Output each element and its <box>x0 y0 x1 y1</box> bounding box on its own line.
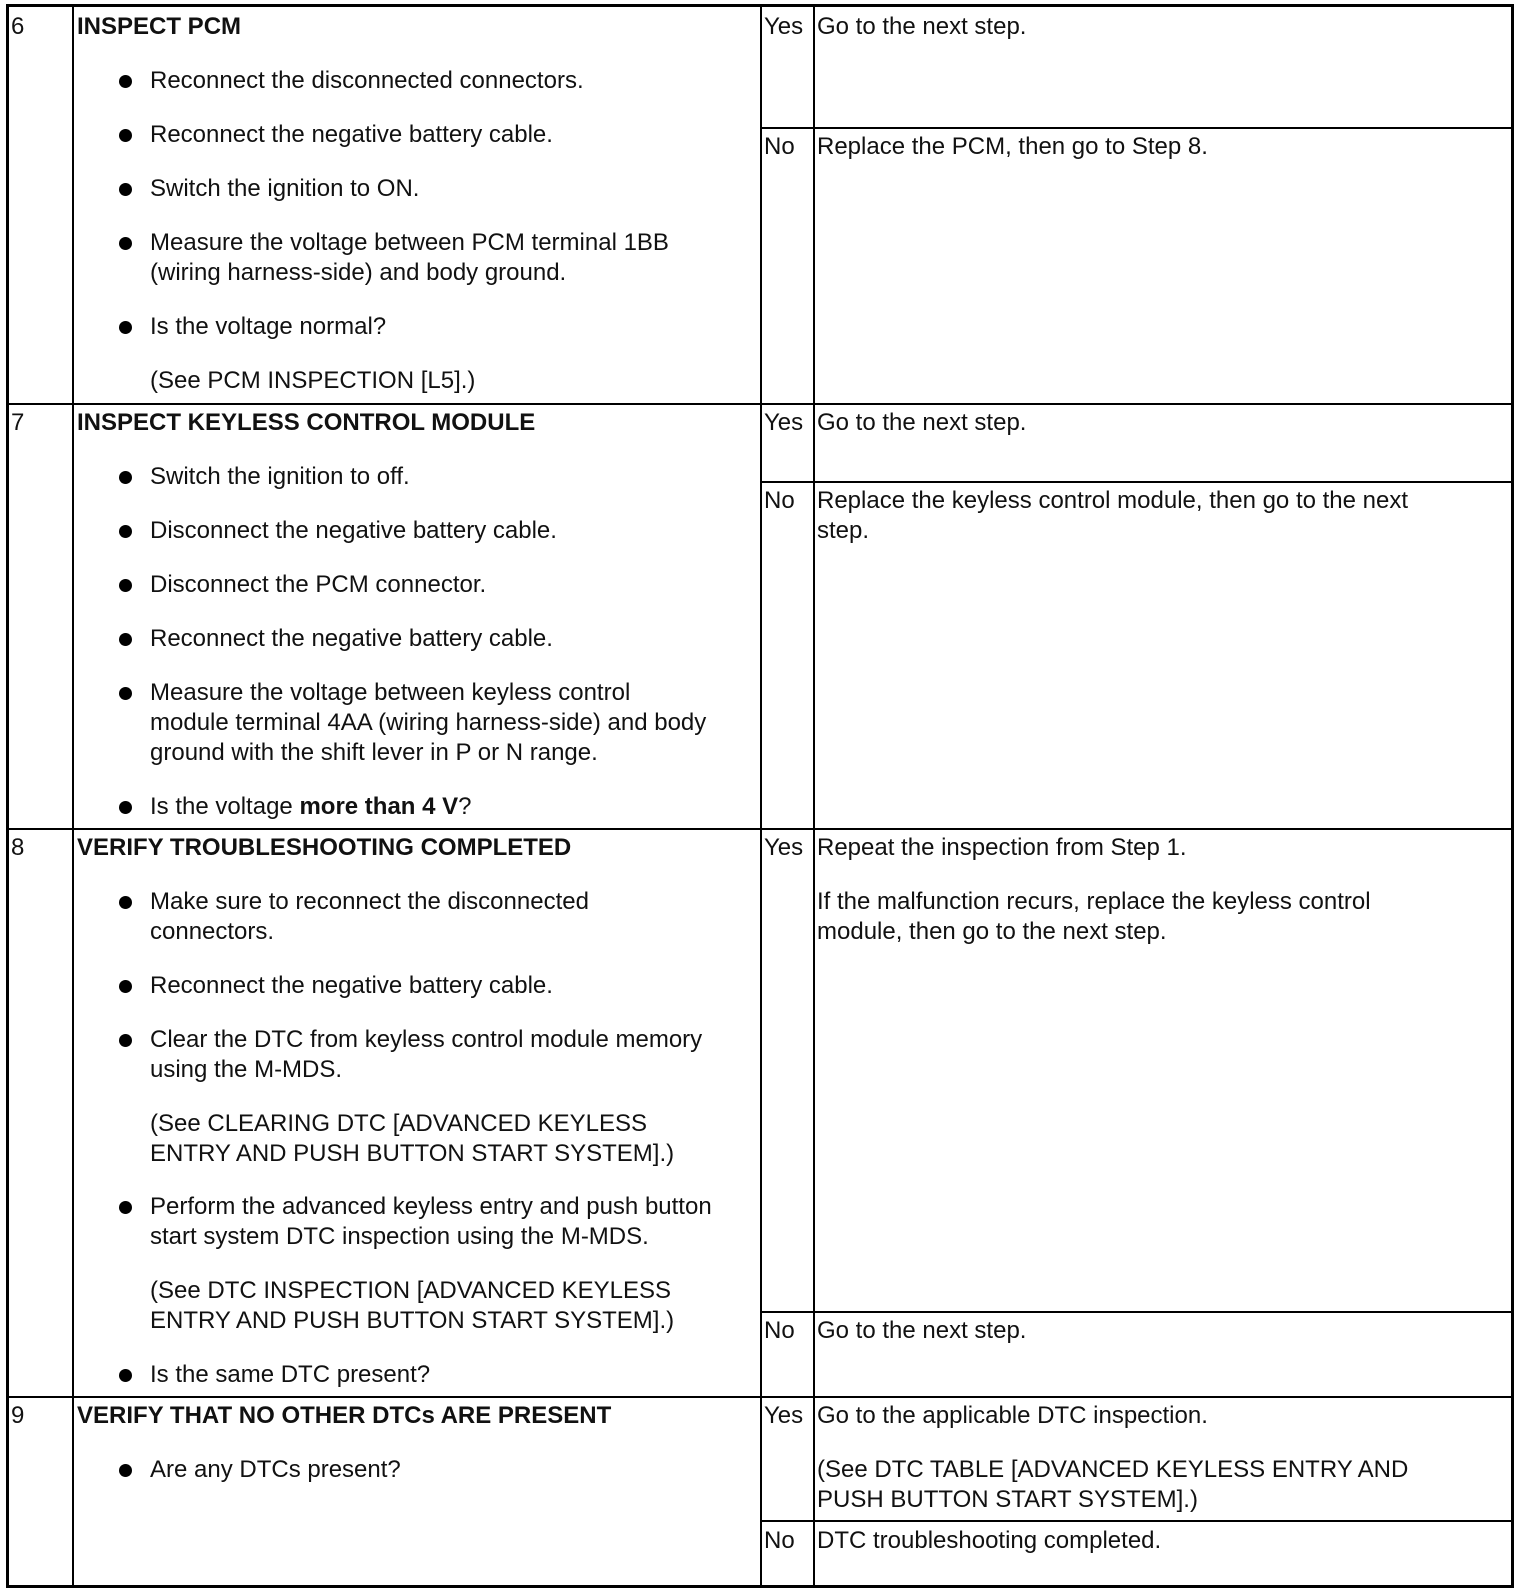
yes-label: Yes <box>764 409 804 436</box>
column-divider <box>760 7 762 1585</box>
bullet-icon <box>119 980 132 993</box>
yes-action: Go to the applicable DTC inspection. <box>817 1402 1208 1429</box>
step-instruction: Reconnect the negative battery cable. <box>150 121 553 148</box>
column-divider <box>813 7 815 1585</box>
step-instruction: using the M-MDS. <box>150 1056 343 1083</box>
yes-label: Yes <box>764 834 804 861</box>
reference-note: ENTRY AND PUSH BUTTON START SYSTEM].) <box>150 1307 675 1334</box>
yes-no-divider <box>760 127 1511 129</box>
row-divider <box>9 828 1511 830</box>
bullet-icon <box>119 896 132 909</box>
bullet-icon <box>119 183 132 196</box>
column-divider <box>72 7 74 1585</box>
bullet-icon <box>119 1201 132 1214</box>
step-number: 9 <box>11 1402 25 1429</box>
bullet-icon <box>119 75 132 88</box>
reference-note: (See DTC INSPECTION [ADVANCED KEYLESS <box>150 1277 672 1304</box>
yes-label: Yes <box>764 13 804 40</box>
no-label: No <box>764 133 795 160</box>
bullet-icon <box>119 1369 132 1382</box>
question-text: Is the voltage <box>150 793 300 820</box>
bullet-icon <box>119 471 132 484</box>
step-question: Are any DTCs present? <box>150 1456 401 1483</box>
step-instruction: Disconnect the negative battery cable. <box>150 517 557 544</box>
bullet-icon <box>119 579 132 592</box>
reference-note: (See PCM INSPECTION [L5].) <box>150 367 476 394</box>
step-question: Is the voltage normal? <box>150 313 387 340</box>
step-instruction: Switch the ignition to ON. <box>150 175 420 202</box>
bullet-icon <box>119 801 132 814</box>
yes-label: Yes <box>764 1402 804 1429</box>
row-divider <box>9 1396 1511 1398</box>
bullet-icon <box>119 525 132 538</box>
step-instruction: Measure the voltage between PCM terminal 1BB <box>150 229 669 256</box>
yes-action-detail: (See DTC TABLE [ADVANCED KEYLESS ENTRY AND <box>817 1456 1409 1483</box>
step-number: 6 <box>11 13 25 40</box>
yes-no-divider <box>760 1311 1511 1313</box>
no-action: DTC troubleshooting completed. <box>817 1527 1162 1554</box>
step-instruction: Make sure to reconnect the disconnected <box>150 888 589 915</box>
yes-action: Go to the next step. <box>817 409 1027 436</box>
step-title: INSPECT KEYLESS CONTROL MODULE <box>77 409 536 436</box>
step-question: Is the same DTC present? <box>150 1361 431 1388</box>
step-instruction: Reconnect the disconnected connectors. <box>150 67 584 94</box>
yes-action-detail: PUSH BUTTON START SYSTEM].) <box>817 1486 1198 1513</box>
no-action: Replace the keyless control module, then go to the next <box>817 487 1409 514</box>
bullet-icon <box>119 1464 132 1477</box>
bullet-icon <box>119 633 132 646</box>
yes-action: Repeat the inspection from Step 1. <box>817 834 1187 861</box>
bullet-icon <box>119 687 132 700</box>
step-instruction: connectors. <box>150 918 275 945</box>
step-instruction: Measure the voltage between keyless control <box>150 679 631 706</box>
yes-no-divider <box>760 1520 1511 1522</box>
step-instruction: Perform the advanced keyless entry and push button <box>150 1193 712 1220</box>
reference-note: ENTRY AND PUSH BUTTON START SYSTEM].) <box>150 1140 675 1167</box>
step-title: VERIFY TROUBLESHOOTING COMPLETED <box>77 834 572 861</box>
step-instruction: Clear the DTC from keyless control module memory <box>150 1026 703 1053</box>
step-number: 8 <box>11 834 25 861</box>
bullet-icon <box>119 1034 132 1047</box>
yes-no-divider <box>760 481 1511 483</box>
no-action: Replace the PCM, then go to Step 8. <box>817 133 1208 160</box>
step-instruction: start system DTC inspection using the M-MDS. <box>150 1223 649 1250</box>
reference-note: (See CLEARING DTC [ADVANCED KEYLESS <box>150 1110 648 1137</box>
voltage-threshold: more than 4 V <box>299 793 459 820</box>
step-instruction: Reconnect the negative battery cable. <box>150 972 553 999</box>
step-number: 7 <box>11 409 25 436</box>
row-divider <box>9 403 1511 405</box>
yes-action-detail: module, then go to the next step. <box>817 918 1167 945</box>
no-label: No <box>764 1527 795 1554</box>
step-instruction: (wiring harness-side) and body ground. <box>150 259 567 286</box>
no-label: No <box>764 487 795 514</box>
no-action: Go to the next step. <box>817 1317 1027 1344</box>
bullet-icon <box>119 321 132 334</box>
step-question <box>150 792 472 822</box>
step-title: VERIFY THAT NO OTHER DTCs ARE PRESENT <box>77 1402 612 1429</box>
yes-action-detail: If the malfunction recurs, replace the keyless control <box>817 888 1371 915</box>
step-instruction: Disconnect the PCM connector. <box>150 571 487 598</box>
step-instruction: Switch the ignition to off. <box>150 463 410 490</box>
no-action: step. <box>817 517 870 544</box>
bullet-icon <box>119 129 132 142</box>
no-label: No <box>764 1317 795 1344</box>
yes-action: Go to the next step. <box>817 13 1027 40</box>
step-instruction: module terminal 4AA (wiring harness-side) and body <box>150 709 707 736</box>
step-instruction: ground with the shift lever in P or N range. <box>150 739 598 766</box>
step-title: INSPECT PCM <box>77 13 242 40</box>
step-instruction: Reconnect the negative battery cable. <box>150 625 553 652</box>
question-mark: ? <box>458 793 472 820</box>
bullet-icon <box>119 237 132 250</box>
